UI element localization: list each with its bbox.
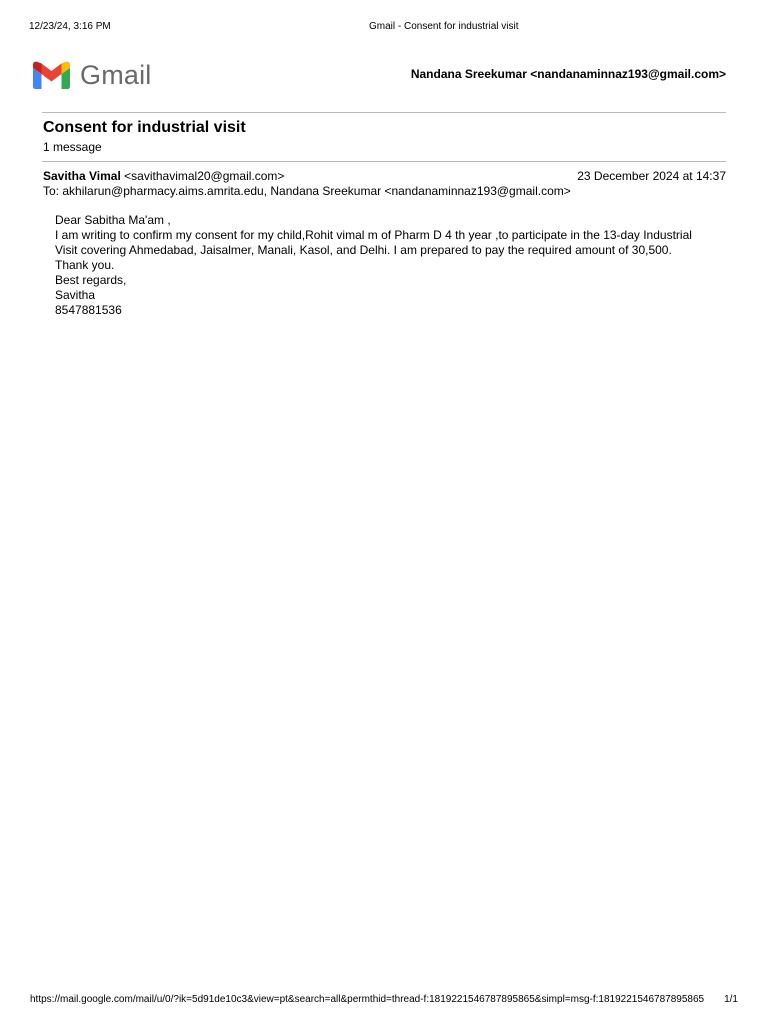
header-divider (42, 112, 726, 113)
body-line: Visit covering Ahmedabad, Jaisalmer, Manali, Kasol, and Delhi. I am prepared to pay the required amount of 30,500. (55, 243, 672, 257)
sender-name: Savitha Vimal (43, 169, 121, 183)
body-line: Savitha (55, 288, 96, 302)
body-line: Thank you. (55, 258, 115, 272)
body-line: Dear Sabitha Ma'am , (55, 213, 171, 227)
gmail-wordmark: Gmail (80, 59, 152, 90)
print-url: https://mail.google.com/mail/u/0/?ik=5d91de10c3&view=pt&search=all&permthid=thread-f:1819221546787895865&simpl=msg-f:1819221546787895865 (30, 994, 705, 1005)
message-sender (43, 169, 284, 183)
message-body (55, 213, 735, 318)
print-page-title: Gmail - Consent for industrial visit (369, 21, 519, 32)
body-line: 8547881536 (55, 303, 122, 317)
message-date: 23 December 2024 at 14:37 (577, 169, 726, 183)
subject-divider (42, 161, 726, 162)
body-line: Best regards, (55, 273, 127, 287)
thread-subject: Consent for industrial visit (43, 119, 246, 136)
message-count: 1 message (43, 140, 102, 154)
print-page-number: 1/1 (724, 994, 738, 1005)
gmail-m-icon (33, 61, 70, 89)
sender-email: <savithavimal20@gmail.com> (124, 169, 285, 183)
print-header (29, 20, 738, 34)
print-datetime: 12/23/24, 3:16 PM (29, 21, 111, 32)
message-recipients: To: akhilarun@pharmacy.aims.amrita.edu, Nandana Sreekumar <nandanaminnaz193@gmail.com> (43, 184, 571, 198)
body-line: I am writing to confirm my consent for my child,Rohit vimal m of Pharm D 4 th year ,to participate in the 13-day Industrial (55, 228, 692, 242)
gmail-logo (33, 52, 173, 98)
print-footer (30, 993, 738, 1007)
account-identity: Nandana Sreekumar <nandanaminnaz193@gmail.com> (410, 67, 726, 81)
